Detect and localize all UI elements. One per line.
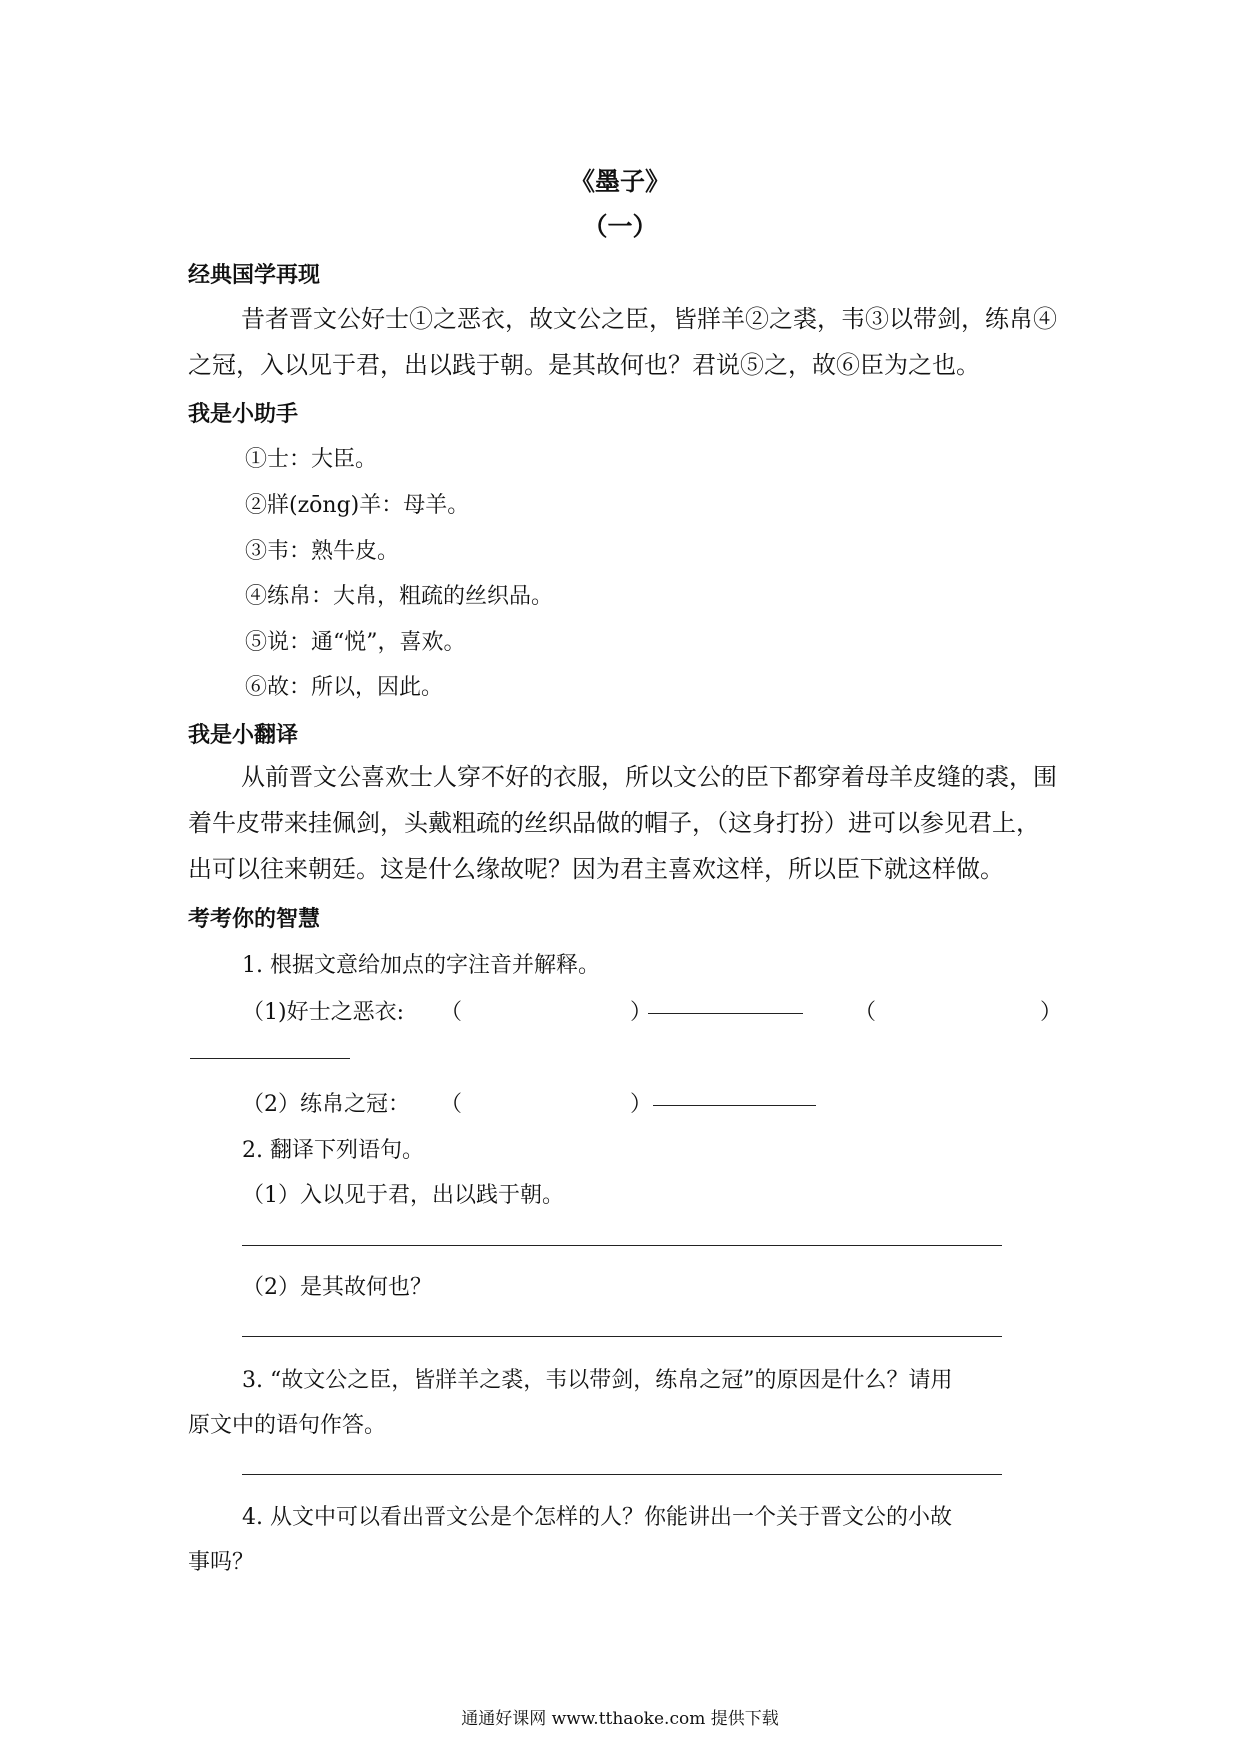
close-paren: ）: [630, 1092, 653, 1117]
note-item: ③韦：熟牛皮。: [245, 539, 400, 564]
note-item: ⑥故：所以，因此。: [245, 675, 444, 700]
question-1: 1. 根据文意给加点的字注音并解释。: [242, 953, 600, 978]
section-heading-translator: 我是小翻译: [188, 723, 299, 748]
page-title: 《墨子》: [569, 167, 670, 196]
note-item: ②牂(zōng)羊：母羊。: [245, 493, 470, 518]
close-paren: ）: [630, 1000, 653, 1025]
answer-line[interactable]: [242, 1474, 1002, 1475]
answer-line[interactable]: [242, 1336, 1002, 1337]
answer-blank[interactable]: [648, 995, 803, 1014]
note-item: ⑤说：通“悦”，喜欢。: [245, 630, 466, 655]
close-paren: ）: [1040, 1000, 1063, 1025]
section-heading-classic: 经典国学再现: [188, 263, 321, 288]
note-item: ④练帛：大帛，粗疏的丝织品。: [245, 584, 554, 609]
answer-line[interactable]: [242, 1245, 1002, 1246]
question-2-2: （2）是其故何也？: [242, 1275, 432, 1300]
note-item: ①士：大臣。: [245, 447, 378, 472]
question-3-line-2: 原文中的语句作答。: [188, 1413, 387, 1438]
answer-blank[interactable]: [653, 1087, 816, 1106]
question-4-line-1: 4. 从文中可以看出晋文公是个怎样的人？你能讲出一个关于晋文公的小故: [242, 1505, 952, 1530]
question-2: 2. 翻译下列语句。: [242, 1138, 424, 1163]
question-3-line-1: 3. “故文公之臣，皆牂羊之裘，韦以带剑，练帛之冠”的原因是什么？请用: [242, 1368, 953, 1393]
classic-text: 昔者晋文公好士①之恶衣，故文公之臣，皆牂羊②之裘，韦③以带剑，练帛④之冠，入以见于君，出以践于朝。是其故何也？君说⑤之，故⑥臣为之也。: [188, 305, 1057, 379]
open-paren: （: [440, 1092, 463, 1117]
question-4-line-2: 事吗？: [188, 1550, 255, 1575]
open-paren: （: [854, 1000, 877, 1025]
open-paren: （: [440, 1000, 463, 1025]
page-subtitle: （一）: [582, 212, 658, 241]
section-heading-quiz: 考考你的智慧: [188, 907, 321, 932]
answer-blank[interactable]: [190, 1040, 350, 1059]
question-1-1-label: （1)好士之恶衣:: [242, 1000, 404, 1025]
question-2-1: （1）入以见于君，出以践于朝。: [242, 1183, 564, 1208]
section-heading-helper: 我是小助手: [188, 402, 299, 427]
translation-text: 从前晋文公喜欢士人穿不好的衣服，所以文公的臣下都穿着母羊皮缝的裘，围着牛皮带来挂佩剑，头戴粗疏的丝织品做的帽子，（这身打扮）进可以参见君上，出可以往来朝廷。这是什么缘故呢？因为君主喜欢这样，所以臣下就这样做。: [188, 763, 1057, 883]
question-1-2-label: （2）练帛之冠：: [242, 1092, 410, 1117]
footer-text: 通通好课网 www.tthaoke.com 提供下载: [461, 1709, 779, 1729]
